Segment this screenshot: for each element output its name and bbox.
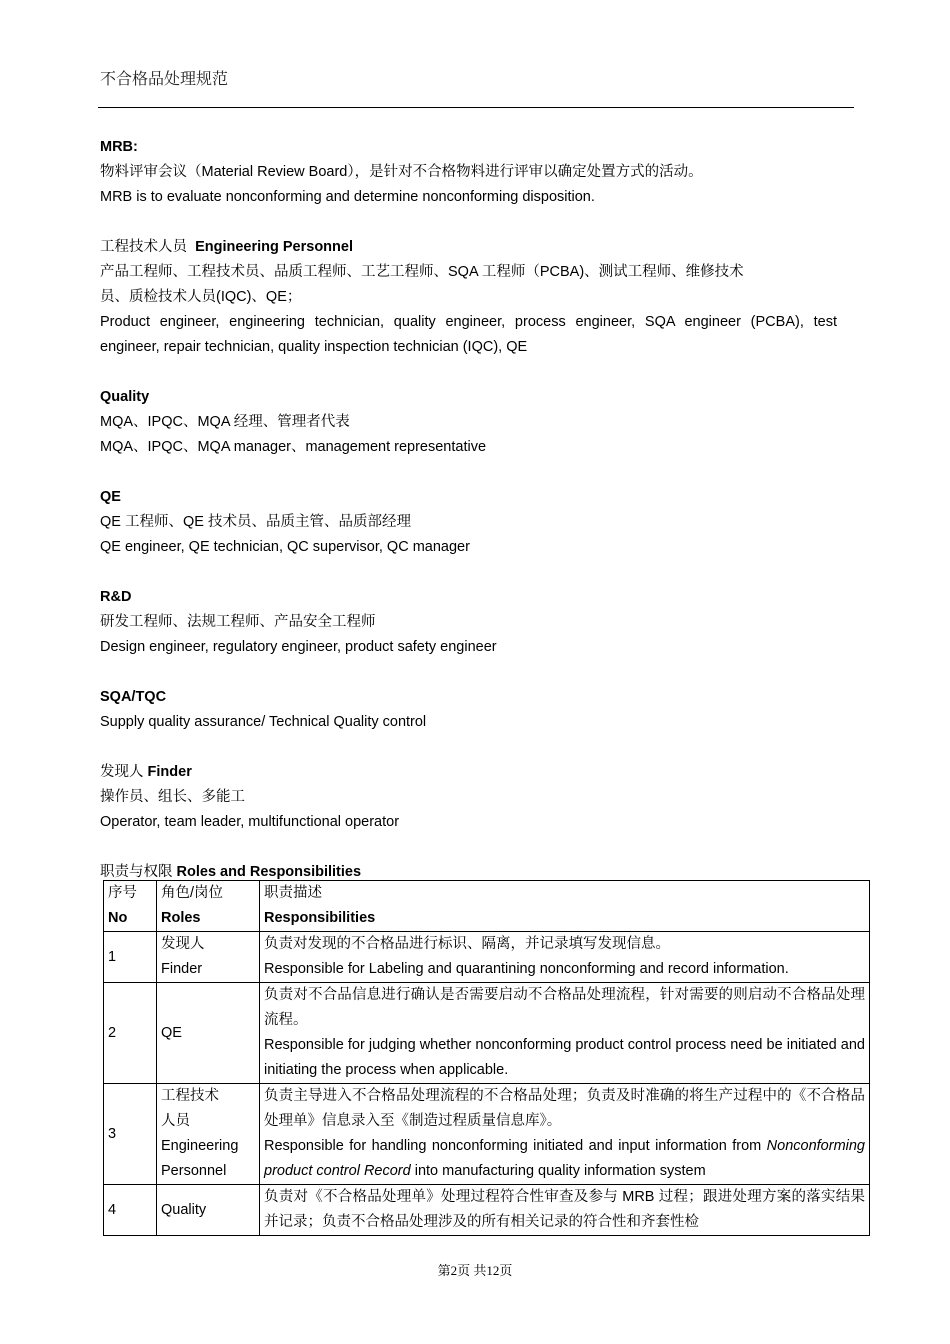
header-resp-en: Responsibilities: [264, 910, 376, 926]
rnd-heading: R&D: [100, 589, 132, 605]
header-resp-zh: 职责描述: [264, 885, 322, 901]
engineering-zh-line1: 产品工程师、工程技术员、品质工程师、工艺工程师、SQA 工程师（PCBA)、测试工程师、维修技术: [100, 264, 744, 280]
row-resp-zh: 负责对发现的不合格品进行标识、隔离，并记录填写发现信息。: [264, 936, 670, 952]
rnd-zh: 研发工程师、法规工程师、产品安全工程师: [100, 614, 376, 630]
header-no-en: No: [108, 910, 128, 926]
page-footer: 第2页 共12页: [437, 1263, 513, 1278]
row-no: 1: [104, 932, 157, 983]
row-role-zh-2: 人员: [161, 1113, 190, 1129]
finder-zh: 操作员、组长、多能工: [100, 789, 245, 805]
quality-en: MQA、IPQC、MQA manager、management representative: [100, 439, 487, 455]
row-role-zh-1: 工程技术: [161, 1088, 219, 1104]
row-role: QE: [157, 983, 260, 1084]
row-role-en-1: Engineering: [161, 1138, 239, 1154]
row-no: 3: [104, 1084, 157, 1185]
engineering-heading-en: Engineering Personnel: [195, 239, 353, 255]
row-responsibility: [260, 932, 870, 983]
rnd-en: Design engineer, regulatory engineer, product safety engineer: [100, 639, 497, 655]
finder-heading-en: Finder: [147, 764, 192, 780]
row-role: [157, 1084, 260, 1185]
sqa-en: Supply quality assurance/ Technical Quality control: [100, 714, 427, 730]
row-resp-en-part2: into manufacturing quality information system: [410, 1163, 706, 1179]
qe-en: QE engineer, QE technician, QC supervisor, QC manager: [100, 539, 470, 555]
qe-zh: QE 工程师、QE 技术员、品质主管、品质部经理: [100, 514, 411, 530]
header-role-cell: [157, 881, 260, 932]
mrb-heading: MRB:: [100, 139, 138, 155]
row-role-en-2: Personnel: [161, 1163, 227, 1179]
row-responsibility: [260, 1185, 870, 1236]
row-resp-en-italic: Nonconforming product control Record: [264, 1138, 865, 1179]
header-no-zh: 序号: [108, 885, 137, 901]
row-resp-en: Responsible for Labeling and quarantining nonconforming and record information.: [264, 961, 789, 977]
table-row: [104, 1185, 870, 1236]
table-row: [104, 1084, 870, 1185]
table-row: [104, 932, 870, 983]
row-responsibility: [260, 983, 870, 1084]
row-role-zh: 发现人: [161, 936, 205, 952]
sqa-heading: SQA/TQC: [100, 689, 167, 705]
quality-zh: MQA、IPQC、MQA 经理、管理者代表: [100, 414, 350, 430]
mrb-en: MRB is to evaluate nonconforming and determine nonconforming disposition.: [100, 189, 595, 205]
header-divider: [98, 107, 854, 108]
row-role-en: Finder: [161, 961, 203, 977]
roles-caption-en: Roles and Responsibilities: [176, 864, 362, 880]
roles-table: [103, 880, 870, 1236]
engineering-heading: [100, 235, 837, 260]
engineering-en: Product engineer, engineering technician, quality engineer, process engineer, SQA engineer (PCBA), test engineer, repair technician, quality inspection technician (IQC), QE: [100, 314, 837, 355]
quality-heading: Quality: [100, 389, 150, 405]
row-resp-zh: 负责对《不合格品处理单》处理过程符合性审查及参与 MRB 过程；跟进处理方案的落实结果并记录；负责不合格品处理涉及的所有相关记录的符合性和齐套性检: [264, 1189, 865, 1230]
header-resp-cell: [260, 881, 870, 932]
finder-en: Operator, team leader, multifunctional operator: [100, 814, 400, 830]
document-body: [100, 135, 837, 885]
page-header-title: 不合格品处理规范: [100, 69, 229, 88]
finder-heading-zh: 发现人: [100, 764, 144, 780]
row-resp-en-part1: Responsible for handling nonconforming initiated and input information from: [264, 1138, 767, 1154]
row-resp-zh: 负责对不合品信息进行确认是否需要启动不合格品处理流程，针对需要的则启动不合格品处理流程。: [264, 987, 865, 1028]
header-role-en: Roles: [161, 910, 201, 926]
header-no-cell: [104, 881, 157, 932]
qe-heading: QE: [100, 489, 121, 505]
row-resp-en: Responsible for judging whether nonconforming product control process need be initiated and initiating the process when applicable.: [264, 1037, 865, 1078]
row-no: 4: [104, 1185, 157, 1236]
engineering-zh-line2: 员、质检技术人员(IQC)、QE；: [100, 289, 302, 305]
row-role: [157, 932, 260, 983]
mrb-zh: 物料评审会议（Material Review Board），是针对不合格物料进行评审以确定处置方式的活动。: [100, 164, 703, 180]
table-row: [104, 983, 870, 1084]
row-resp-zh: 负责主导进入不合格品处理流程的不合格品处理；负责及时准确的将生产过程中的《不合格品处理单》信息录入至《制造过程质量信息库》。: [264, 1088, 865, 1129]
row-resp-en: [264, 1134, 865, 1184]
table-header-row: [104, 881, 870, 932]
row-responsibility: [260, 1084, 870, 1185]
engineering-heading-zh: 工程技术人员: [100, 239, 187, 255]
finder-heading: [100, 760, 837, 785]
header-role-zh: 角色/岗位: [161, 885, 224, 901]
row-role: Quality: [157, 1185, 260, 1236]
row-no: 2: [104, 983, 157, 1084]
roles-caption-zh: 职责与权限: [100, 864, 173, 880]
